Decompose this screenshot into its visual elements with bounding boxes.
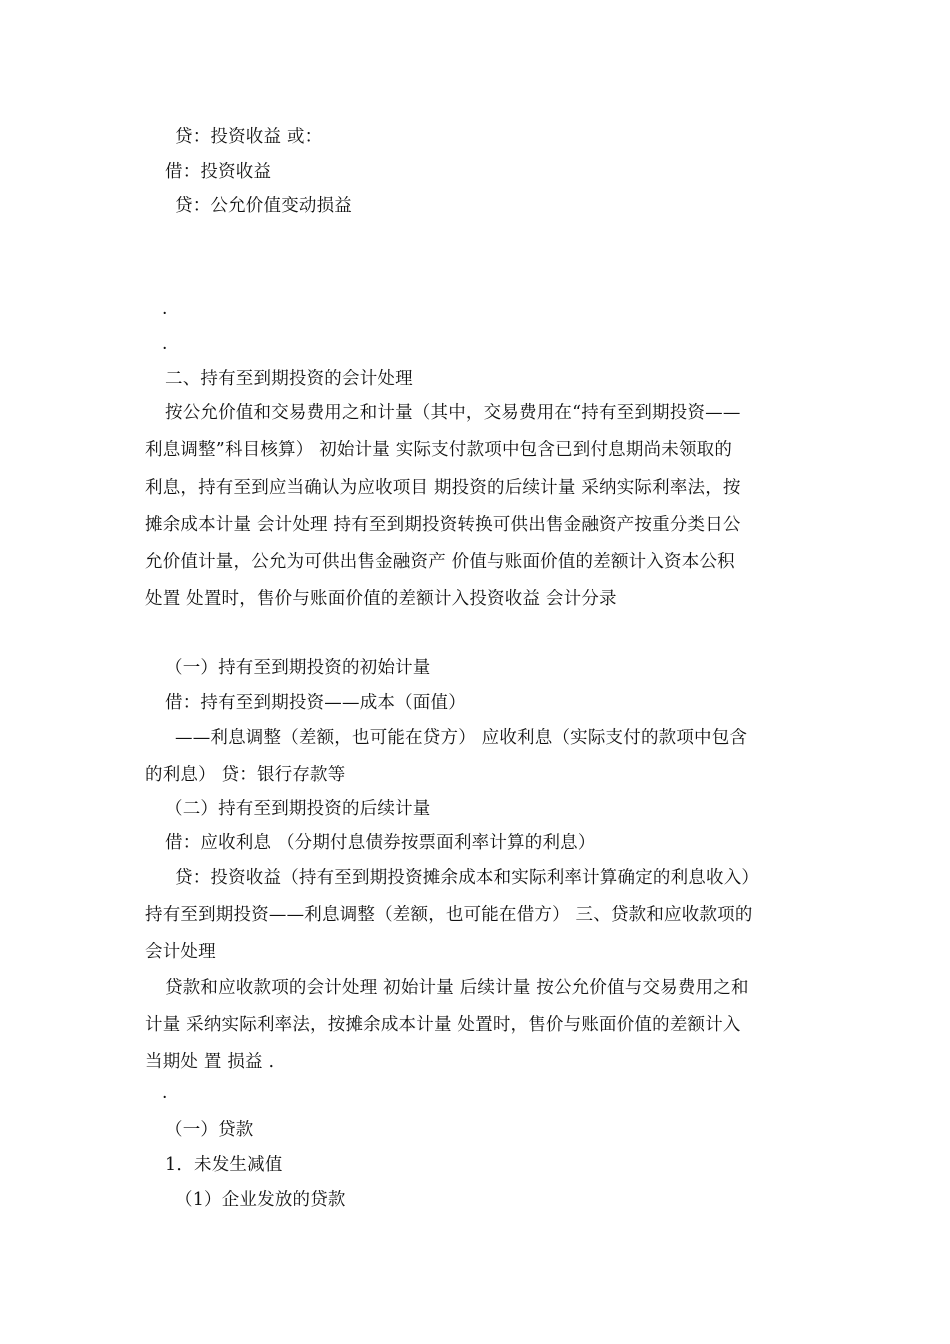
text-line: 按公允价值和交易费用之和计量（其中，交易费用在“持有至到期投资—— xyxy=(165,403,741,423)
text-line: 的利息） 贷：银行存款等 xyxy=(145,765,346,785)
text-dot: · xyxy=(162,304,168,324)
subsection-heading: （一）持有至到期投资的初始计量 xyxy=(165,658,431,678)
text-line: 贷：投资收益 或： xyxy=(175,127,323,147)
subsection-heading: （二）持有至到期投资的后续计量 xyxy=(165,799,431,819)
subsection-heading: （一）贷款 xyxy=(165,1120,254,1140)
text-line: 利息，持有至到应当确认为应收项目 期投资的后续计量 采纳实际利率法，按 xyxy=(145,478,741,498)
section-heading: 二、持有至到期投资的会计处理 xyxy=(165,369,413,389)
text-line: 贷：公允价值变动损益 xyxy=(175,196,352,216)
text-line: 计量 采纳实际利率法，按摊余成本计量 处置时，售价与账面价值的差额计入 xyxy=(145,1015,741,1035)
text-line: ——利息调整（差额，也可能在贷方） 应收利息（实际支付的款项中包含 xyxy=(175,728,748,748)
text-dot: · xyxy=(162,1088,168,1108)
text-line: 贷：投资收益（持有至到期投资摊余成本和实际利率计算确定的利息收入） xyxy=(175,868,760,888)
text-line: 持有至到期投资——利息调整（差额，也可能在借方） 三、贷款和应收款项的 xyxy=(145,905,753,925)
text-line: 借：应收利息 （分期付息债券按票面利率计算的利息） xyxy=(165,833,596,853)
text-line: 当期处 置 损益 . xyxy=(145,1052,275,1072)
text-line: 摊余成本计量 会计处理 持有至到期投资转换可供出售金融资产按重分类日公 xyxy=(145,515,741,535)
text-line: 允价值计量，公允为可供出售金融资产 价值与账面价值的差额计入资本公积 xyxy=(145,552,735,572)
text-line: （1）企业发放的贷款 xyxy=(175,1190,346,1210)
text-line: 1．未发生减值 xyxy=(165,1155,283,1175)
text-line: 贷款和应收款项的会计处理 初始计量 后续计量 按公允价值与交易费用之和 xyxy=(165,978,749,998)
text-line: 会计处理 xyxy=(145,942,216,962)
text-line: 借：持有至到期投资——成本（面值） xyxy=(165,693,466,713)
text-line: 借：投资收益 xyxy=(165,162,272,182)
text-dot: · xyxy=(162,339,168,359)
text-line: 利息调整”科目核算） 初始计量 实际支付款项中包含已到付息期尚未领取的 xyxy=(145,440,733,460)
text-line: 处置 处置时，售价与账面价值的差额计入投资收益 会计分录 xyxy=(145,589,617,609)
